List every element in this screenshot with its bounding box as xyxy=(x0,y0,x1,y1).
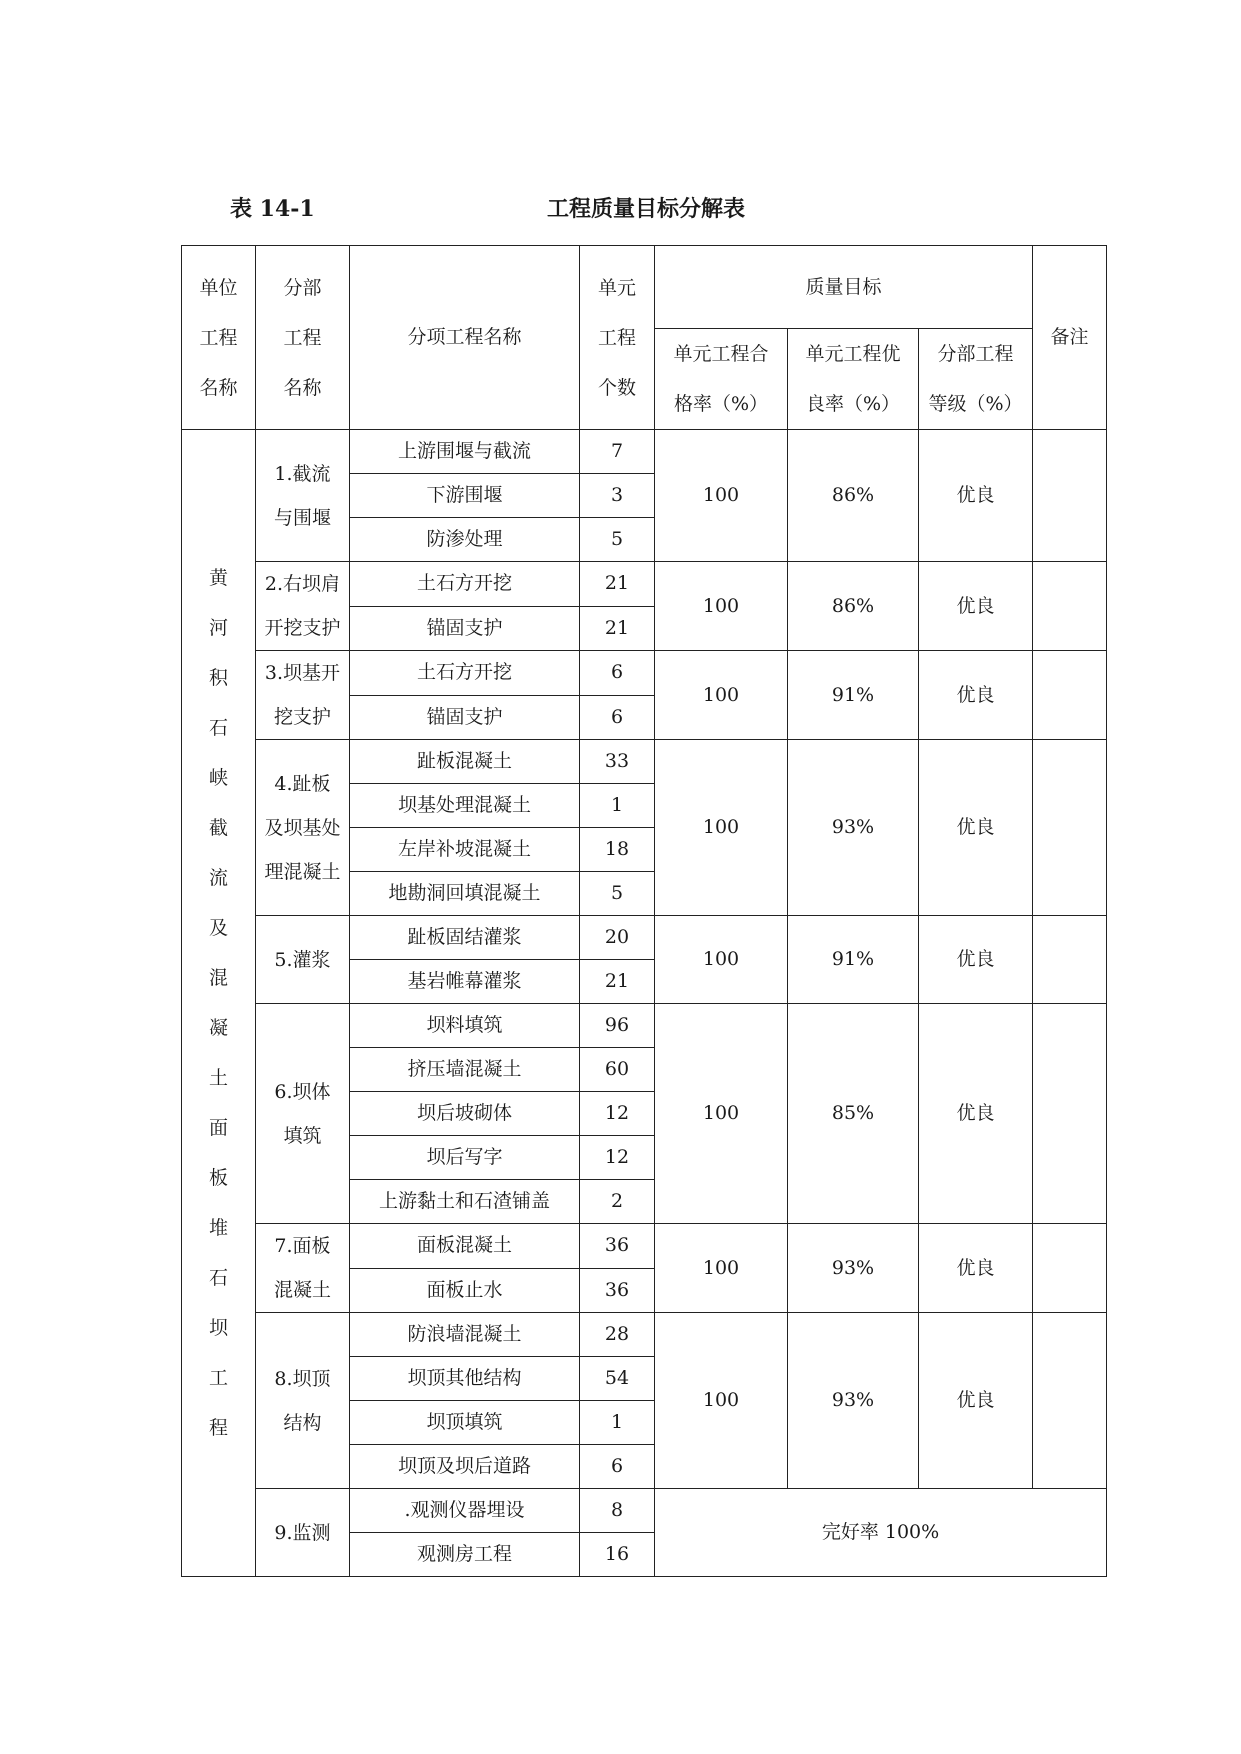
remarks-cell xyxy=(1033,916,1107,1004)
header-unit-project xyxy=(182,246,256,430)
pass-rate: 100 xyxy=(655,430,788,562)
division-name-line: 结构 xyxy=(283,1411,322,1434)
excellent-rate: 85% xyxy=(788,1004,919,1224)
unit-project-char: 混 xyxy=(208,967,228,989)
item-name: 基岩帷幕灌浆 xyxy=(350,960,580,1004)
unit-count: 12 xyxy=(580,1092,655,1136)
division-name-line: 8.坝顶 xyxy=(274,1367,331,1390)
unit-project-char: 面 xyxy=(208,1117,228,1139)
item-name: 坝料填筑 xyxy=(350,1004,580,1048)
unit-project-char: 石 xyxy=(208,1267,228,1289)
header-line: 分部 xyxy=(283,276,322,299)
excellent-rate: 93% xyxy=(788,1224,919,1313)
item-name: 上游围堰与截流 xyxy=(350,430,580,474)
item-name: 防浪墙混凝土 xyxy=(350,1313,580,1357)
table-caption xyxy=(0,192,1241,226)
remarks-cell xyxy=(1033,1313,1107,1489)
unit-project-char: 堆 xyxy=(208,1217,228,1239)
division-name-line: 2.右坝肩 xyxy=(264,573,341,595)
division-grade: 优良 xyxy=(919,916,1033,1004)
division-name-line: 3.坝基开 xyxy=(264,662,341,684)
unit-project-char: 流 xyxy=(208,867,228,889)
unit-project-char: 石 xyxy=(208,717,228,739)
item-name: 坝基处理混凝土 xyxy=(350,784,580,828)
item-name: 趾板固结灌浆 xyxy=(350,916,580,960)
unit-count: 96 xyxy=(580,1004,655,1048)
unit-count: 21 xyxy=(580,606,655,651)
header-line: 良率（%） xyxy=(805,393,901,415)
table-row xyxy=(182,916,1107,960)
unit-count: 1 xyxy=(580,784,655,828)
item-name: 坝顶填筑 xyxy=(350,1401,580,1445)
unit-count: 21 xyxy=(580,960,655,1004)
unit-project-char: 峡 xyxy=(208,767,228,789)
unit-project-char: 工 xyxy=(208,1367,228,1389)
header-line: 单元工程合 xyxy=(673,343,769,365)
division-name-line: 4.趾板 xyxy=(274,772,331,795)
item-name: 面板止水 xyxy=(350,1268,580,1313)
header-line: 工程 xyxy=(283,326,322,349)
header-line: 名称 xyxy=(199,376,238,399)
pass-rate: 100 xyxy=(655,916,788,1004)
excellent-rate: 91% xyxy=(788,916,919,1004)
unit-count: 16 xyxy=(580,1533,655,1577)
unit-project-char: 积 xyxy=(208,667,228,689)
header-line: 格率（%） xyxy=(673,393,769,415)
unit-project-char: 坝 xyxy=(208,1317,228,1339)
unit-count: 7 xyxy=(580,430,655,474)
item-name: 坝顶及坝后道路 xyxy=(350,1445,580,1489)
pass-rate: 100 xyxy=(655,651,788,740)
division-name xyxy=(256,1004,350,1224)
unit-count: 5 xyxy=(580,872,655,916)
table-row xyxy=(182,651,1107,696)
unit-count: 6 xyxy=(580,1445,655,1489)
header-line: 工程 xyxy=(199,326,238,349)
unit-project-char: 河 xyxy=(208,617,228,639)
unit-project-name xyxy=(182,430,256,1577)
division-name-line: 6.坝体 xyxy=(274,1080,331,1103)
division-name-line: 5.灌浆 xyxy=(274,948,331,971)
division-name-line: 混凝土 xyxy=(273,1279,331,1301)
division-name-line: 及坝基处 xyxy=(264,816,341,839)
pass-rate: 100 xyxy=(655,562,788,651)
header-item-name: 分项工程名称 xyxy=(350,246,580,430)
item-name: 上游黏土和石渣铺盖 xyxy=(350,1180,580,1224)
division-name xyxy=(256,916,350,1004)
item-name: 坝顶其他结构 xyxy=(350,1357,580,1401)
division-grade: 优良 xyxy=(919,740,1033,916)
unit-count: 1 xyxy=(580,1401,655,1445)
remarks-cell xyxy=(1033,651,1107,740)
unit-project-char: 截 xyxy=(208,817,228,839)
header-line: 分部工程 xyxy=(937,343,1014,365)
pass-rate: 100 xyxy=(655,740,788,916)
remarks-cell xyxy=(1033,562,1107,651)
excellent-rate: 93% xyxy=(788,1313,919,1489)
unit-count: 6 xyxy=(580,651,655,696)
unit-count: 6 xyxy=(580,695,655,740)
item-name: 观测房工程 xyxy=(350,1533,580,1577)
header-pass-rate xyxy=(655,329,788,430)
header-unit-count xyxy=(580,246,655,430)
table-row xyxy=(182,1313,1107,1357)
quality-target-table xyxy=(181,245,1107,1577)
unit-count: 21 xyxy=(580,562,655,607)
unit-count: 60 xyxy=(580,1048,655,1092)
division-grade: 优良 xyxy=(919,430,1033,562)
remarks-cell xyxy=(1033,1004,1107,1224)
division-name-line: 理混凝土 xyxy=(264,860,341,883)
item-name: 锚固支护 xyxy=(350,695,580,740)
division-name xyxy=(256,1313,350,1489)
header-line: 单元工程优 xyxy=(805,343,901,365)
item-name: 防渗处理 xyxy=(350,518,580,562)
item-name: 下游围堰 xyxy=(350,474,580,518)
table-body xyxy=(182,246,1107,1577)
unit-count: 36 xyxy=(580,1268,655,1313)
division-name xyxy=(256,651,350,740)
item-name: 面板混凝土 xyxy=(350,1224,580,1269)
division-name-line: 挖支护 xyxy=(273,706,331,728)
division-grade: 优良 xyxy=(919,562,1033,651)
header-quality-target: 质量目标 xyxy=(655,246,1033,329)
item-name: 土石方开挖 xyxy=(350,562,580,607)
division-name-line: 填筑 xyxy=(283,1124,322,1147)
item-name: 挤压墙混凝土 xyxy=(350,1048,580,1092)
unit-count: 20 xyxy=(580,916,655,960)
division-name xyxy=(256,1224,350,1313)
item-name: 坝后坡砌体 xyxy=(350,1092,580,1136)
remarks-cell xyxy=(1033,430,1107,562)
division-grade: 优良 xyxy=(919,1313,1033,1489)
table-row xyxy=(182,430,1107,474)
header-line: 名称 xyxy=(283,376,322,399)
header-line: 工程 xyxy=(597,326,636,349)
excellent-rate: 93% xyxy=(788,740,919,916)
unit-count: 8 xyxy=(580,1489,655,1533)
division-name-line: 开挖支护 xyxy=(264,617,341,639)
table-row xyxy=(182,1224,1107,1269)
merged-note: 完好率 100% xyxy=(655,1489,1107,1577)
pass-rate: 100 xyxy=(655,1004,788,1224)
excellent-rate: 86% xyxy=(788,562,919,651)
header-line: 等级（%） xyxy=(928,393,1023,415)
division-name xyxy=(256,1489,350,1577)
remarks-cell xyxy=(1033,1224,1107,1313)
division-name xyxy=(256,740,350,916)
header-division xyxy=(256,246,350,430)
unit-project-char: 程 xyxy=(208,1417,228,1439)
unit-count: 28 xyxy=(580,1313,655,1357)
header-line: 单位 xyxy=(199,276,238,299)
unit-count: 33 xyxy=(580,740,655,784)
table-row xyxy=(182,1004,1107,1048)
pass-rate: 100 xyxy=(655,1313,788,1489)
item-name: 土石方开挖 xyxy=(350,651,580,696)
unit-count: 3 xyxy=(580,474,655,518)
unit-project-char: 板 xyxy=(208,1167,228,1189)
unit-count: 54 xyxy=(580,1357,655,1401)
unit-project-char: 凝 xyxy=(208,1017,228,1039)
item-name: 趾板混凝土 xyxy=(350,740,580,784)
excellent-rate: 91% xyxy=(788,651,919,740)
table-title: 工程质量目标分解表 xyxy=(547,196,746,222)
table-number: 表 14-1 xyxy=(230,196,315,222)
item-name: 左岸补坡混凝土 xyxy=(350,828,580,872)
division-grade: 优良 xyxy=(919,1224,1033,1313)
unit-project-char: 黄 xyxy=(208,567,228,589)
division-grade: 优良 xyxy=(919,651,1033,740)
item-name: 坝后写字 xyxy=(350,1136,580,1180)
unit-count: 36 xyxy=(580,1224,655,1269)
header-line: 单元 xyxy=(597,276,636,299)
table-row xyxy=(182,740,1107,784)
division-name xyxy=(256,562,350,651)
division-name-line: 1.截流 xyxy=(274,462,331,485)
header-remarks: 备注 xyxy=(1033,246,1107,430)
unit-count: 12 xyxy=(580,1136,655,1180)
item-name: 锚固支护 xyxy=(350,606,580,651)
table-row xyxy=(182,1489,1107,1533)
table-row xyxy=(182,562,1107,607)
item-name: 地勘洞回填混凝土 xyxy=(350,872,580,916)
remarks-cell xyxy=(1033,740,1107,916)
unit-count: 18 xyxy=(580,828,655,872)
division-grade: 优良 xyxy=(919,1004,1033,1224)
unit-count: 2 xyxy=(580,1180,655,1224)
unit-project-char: 及 xyxy=(208,917,228,939)
header-excellent-rate xyxy=(788,329,919,430)
division-name-line: 7.面板 xyxy=(274,1235,331,1257)
excellent-rate: 86% xyxy=(788,430,919,562)
header-line: 个数 xyxy=(597,376,636,399)
pass-rate: 100 xyxy=(655,1224,788,1313)
header-division-grade xyxy=(919,329,1033,430)
unit-count: 5 xyxy=(580,518,655,562)
item-name: .观测仪器埋设 xyxy=(350,1489,580,1533)
unit-project-char: 土 xyxy=(208,1067,228,1089)
division-name-line: 9.监测 xyxy=(274,1521,331,1544)
division-name xyxy=(256,430,350,562)
division-name-line: 与围堰 xyxy=(273,506,331,529)
